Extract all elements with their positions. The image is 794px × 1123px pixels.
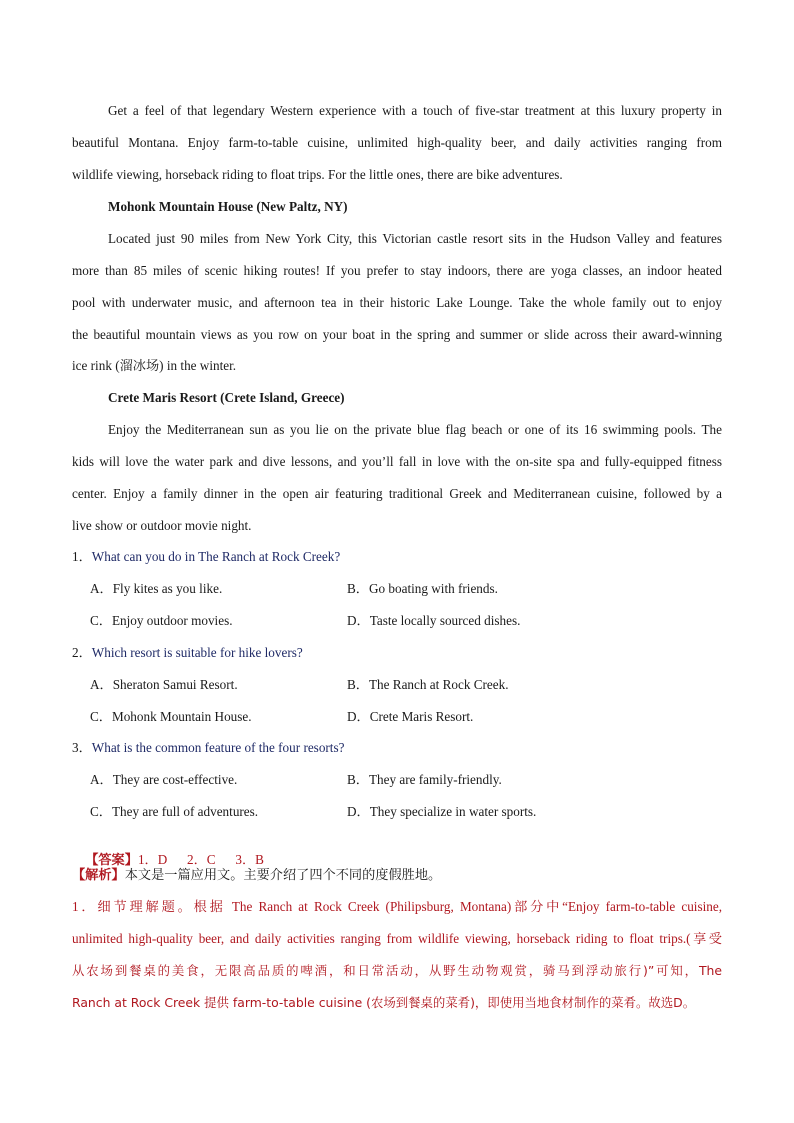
analysis-summary: 本文是一篇应用文。主要介绍了四个不同的度假胜地。 [124, 868, 442, 883]
section-heading: Crete Maris Resort (Crete Island, Greece) [108, 390, 345, 405]
passage-line: center. Enjoy a family dinner in the open air featuring traditional Greek and Mediterranean cuisine, followed by a [72, 486, 722, 501]
option-d: D．Taste locally sourced dishes. [347, 613, 521, 628]
passage-line: beautiful Montana. Enjoy farm-to-table cuisine, unlimited high-quality beer, and daily activities ranging from [72, 135, 722, 150]
question-number: 3． [72, 740, 92, 755]
analysis-detail-line: Ranch at Rock Creek 提供 farm-to-table cuisine (农场到餐桌的菜肴)，即使用当地食材制作的菜肴。故选D。 [72, 995, 696, 1010]
question-number: 1． [72, 549, 92, 564]
question [72, 645, 722, 661]
passage-line: Get a feel of that legendary Western experience with a touch of five-star treatment at this luxury property in [108, 103, 722, 118]
option-a: A．They are cost-effective. [90, 772, 238, 787]
option-c: C．They are full of adventures. [90, 804, 259, 819]
analysis-line [72, 867, 722, 884]
option-d: D．They specialize in water sports. [347, 804, 537, 819]
analysis-detail-line: 1．细节理解题。根据 The Ranch at Rock Creek (Philipsburg, Montana)部分中“Enjoy farm-to-table cuisine, [72, 899, 722, 914]
passage-line: kids will love the water park and dive lessons, and you’ll fall in love with the on-site spa and fully-equipped fitness [72, 454, 722, 469]
question [72, 549, 722, 565]
option-b: B．The Ranch at Rock Creek. [347, 677, 509, 692]
passage-line: ice rink (溜冰场) in the winter. [72, 358, 237, 373]
passage-line: Enjoy the Mediterranean sun as you lie on the private blue flag beach or one of its 16 swimming pools. The [108, 422, 722, 437]
option-b: B．Go boating with friends. [347, 581, 498, 596]
analysis-detail-line: unlimited high-quality beer, and daily activities ranging from wildlife viewing, horseback riding to float trips.(享受 [72, 931, 722, 946]
option-a: A．Sheraton Samui Resort. [90, 677, 238, 692]
question-text: What is the common feature of the four resorts? [91, 740, 345, 755]
option-d: D．Crete Maris Resort. [347, 709, 474, 724]
question-text: Which resort is suitable for hike lovers? [91, 645, 303, 660]
passage-line: wildlife viewing, horseback riding to float trips. For the little ones, there are bike adventures. [72, 167, 563, 182]
question-text: What can you do in The Ranch at Rock Creek? [91, 549, 341, 564]
analysis-label: 【解析】 [72, 868, 125, 883]
passage-line: live show or outdoor movie night. [72, 518, 252, 533]
answer-label: 【答案】 [85, 853, 138, 868]
passage-line: more than 85 miles of scenic hiking routes! If you prefer to stay indoors, there are yoga classes, an indoor heated [72, 263, 722, 278]
answer-text: 1．D 2．C 3．B [137, 852, 264, 867]
passage-line: the beautiful mountain views as you row on your boat in the spring and summer or slide across their award-winning [72, 327, 722, 342]
analysis-detail-line: 从农场到餐桌的美食，无限高品质的啤酒，和日常活动，从野生动物观赏，骑马到浮动旅行)”可知，The [72, 963, 722, 978]
option-c: C．Enjoy outdoor movies. [90, 613, 233, 628]
section-heading: Mohonk Mountain House (New Paltz, NY) [108, 199, 348, 214]
question [72, 740, 722, 756]
passage-line: pool with underwater music, and afternoon tea in their historic Lake Lounge. Take the whole family out to enjoy [72, 295, 722, 310]
option-c: C．Mohonk Mountain House. [90, 709, 252, 724]
passage-line: Located just 90 miles from New York City, this Victorian castle resort sits in the Hudson Valley and features [108, 231, 722, 246]
option-b: B．They are family-friendly. [347, 772, 502, 787]
option-a: A．Fly kites as you like. [90, 581, 223, 596]
question-number: 2． [72, 645, 92, 660]
